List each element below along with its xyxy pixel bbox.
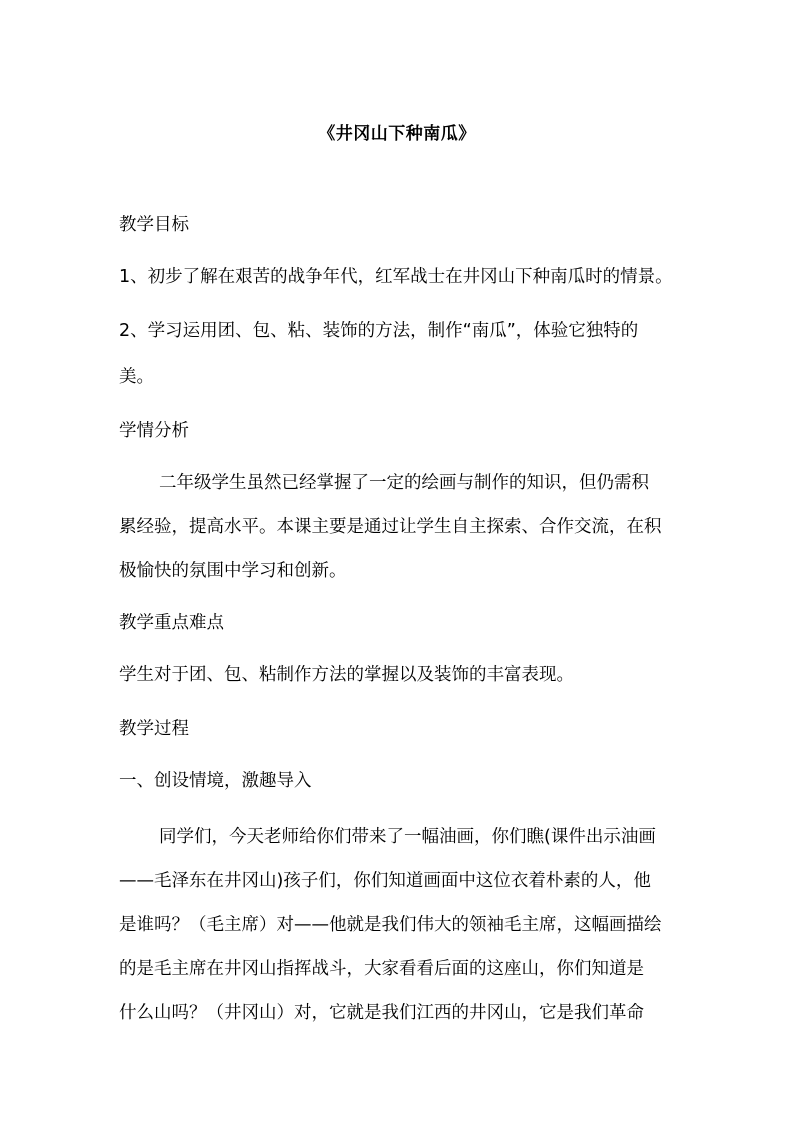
objective-1: 1、初步了解在艰苦的战争年代，红军战士在井冈山下种南瓜时的情景。 — [119, 267, 673, 287]
heading-teaching-process: 教学过程 — [119, 719, 189, 739]
key-points-text: 学生对于团、包、粘制作方法的掌握以及装饰的丰富表现。 — [119, 665, 574, 685]
paragraph-line: 是谁吗？（毛主席）对——他就是我们伟大的领袖毛主席，这幅画描绘 — [119, 915, 662, 935]
document-title: 《井冈山下种南瓜》 — [318, 124, 476, 144]
paragraph-line: 什么山吗？（井冈山）对，它就是我们江西的井冈山，它是我们革命 — [119, 1003, 644, 1023]
objective-2-continued: 美。 — [119, 367, 154, 387]
objective-2: 2、学习运用团、包、粘、装饰的方法，制作“南瓜”，体验它独特的 — [119, 321, 639, 341]
paragraph-line: 同学们，今天老师给你们带来了一幅油画，你们瞧(课件出示油画 — [159, 827, 656, 847]
section-heading-1: 一、创设情境，激趣导入 — [119, 771, 312, 791]
heading-teaching-objectives: 教学目标 — [119, 215, 189, 235]
paragraph-line: 的是毛主席在井冈山指挥战斗，大家看看后面的这座山，你们知道是 — [119, 959, 644, 979]
paragraph-line: ——毛泽东在井冈山)孩子们，你们知道画面中这位衣着朴素的人，他 — [119, 871, 651, 891]
paragraph-line: 极愉快的氛围中学习和创新。 — [119, 561, 347, 581]
heading-student-analysis: 学情分析 — [119, 421, 189, 441]
paragraph-line: 二年级学生虽然已经掌握了一定的绘画与制作的知识，但仍需积 — [159, 473, 649, 493]
paragraph-line: 累经验，提高水平。本课主要是通过让学生自主探索、合作交流，在积 — [119, 517, 662, 537]
heading-key-points: 教学重点难点 — [119, 613, 224, 633]
